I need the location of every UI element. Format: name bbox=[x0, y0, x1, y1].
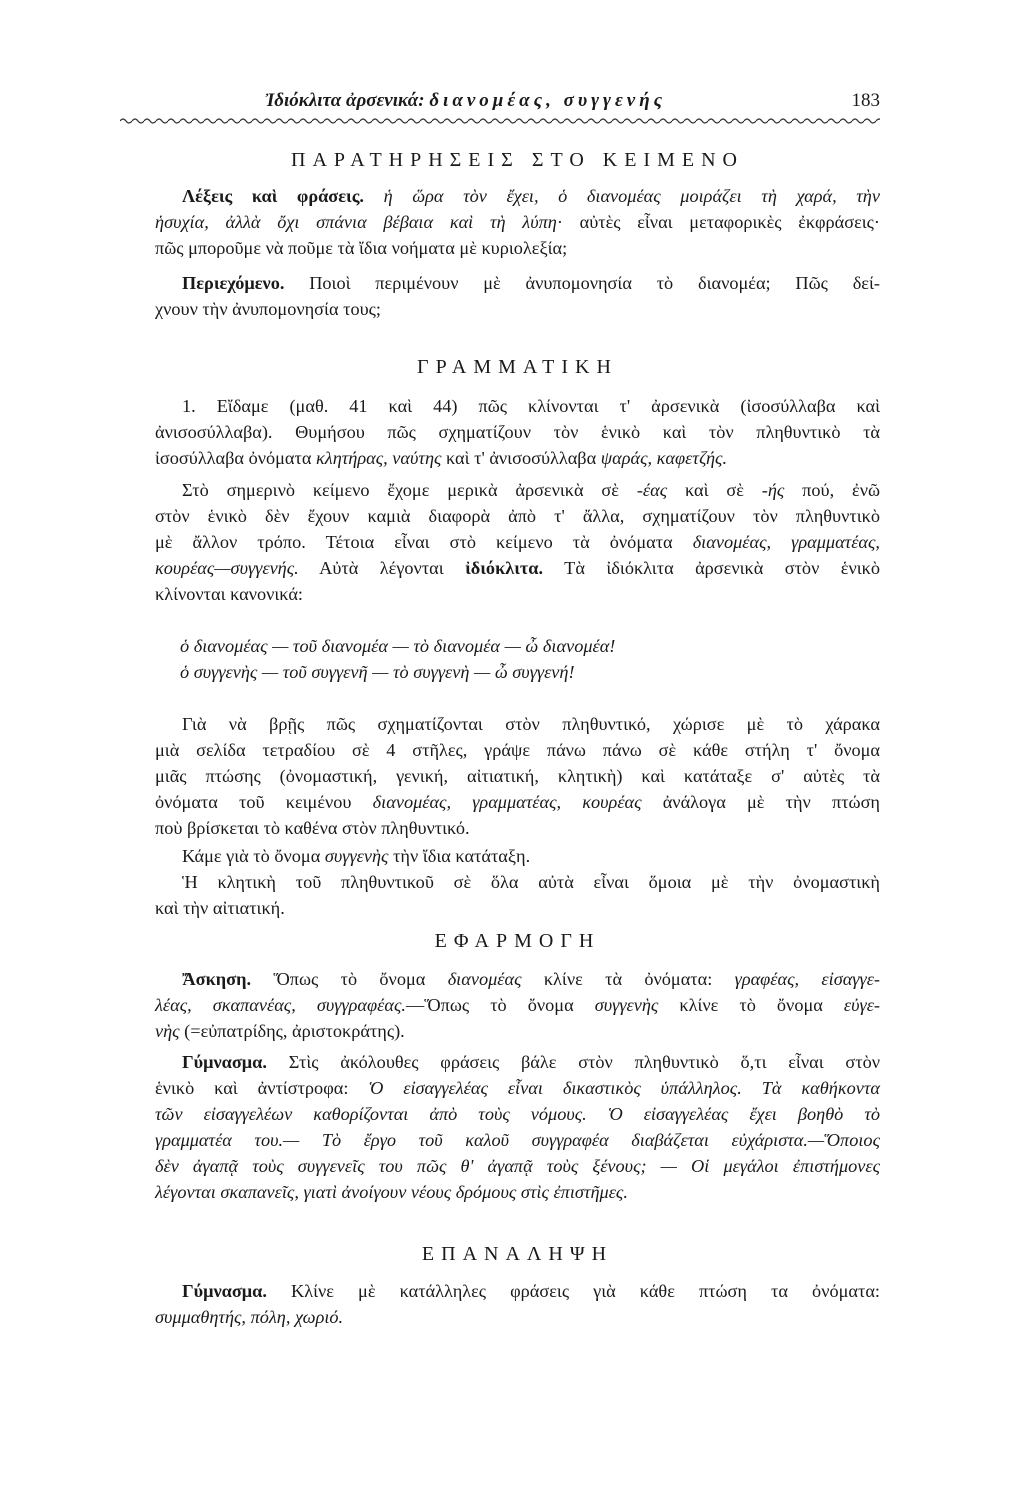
italic-run: ὁ συγγενὴς — τοῦ συγγενῆ — τὸ συγγενὴ — ὦ συγγενή! bbox=[180, 662, 575, 682]
text-line bbox=[155, 1180, 880, 1204]
text-line bbox=[182, 967, 880, 991]
italic-run: ἡσυχία, ἀλλὰ ὄχι σπάνια βέβαια καὶ τὴ λύπη bbox=[155, 212, 557, 232]
text-line bbox=[155, 420, 880, 444]
italic-run: διανομέας, γραμματέας, bbox=[692, 532, 880, 552]
text-line bbox=[182, 478, 880, 502]
text-line bbox=[155, 236, 880, 260]
text-run: τὴν ἴδια κατάταξη. bbox=[388, 846, 531, 866]
text-run: Ἡ κλητικὴ τοῦ πληθυντικοῦ σὲ ὅλα αὐτὰ εἶναι ὅμοια μὲ τὴν ὀνομαστικὴ bbox=[182, 872, 880, 892]
italic-run: ὁ διανομέας — τοῦ διανομέα — τὸ διανομέα — ὦ διανομέα! bbox=[180, 636, 616, 656]
text-line bbox=[155, 446, 880, 470]
text-run: ἀνάλογα μὲ τὴν πτώση bbox=[641, 792, 880, 812]
text-line bbox=[182, 1050, 880, 1074]
italic-run: διανομέας bbox=[447, 969, 522, 989]
italic-run: ἡ ὥρα τὸν ἔχει, ὁ διανομέας μοιράζει τὴ χαρά, τὴν bbox=[364, 186, 880, 206]
text-line bbox=[155, 530, 880, 554]
italic-run: γραφέας, εἰσαγγε- bbox=[734, 969, 881, 989]
running-title-words: διανομέας, συγγενής bbox=[429, 90, 667, 111]
section-heading bbox=[155, 929, 880, 953]
text-line bbox=[155, 504, 880, 528]
italic-run: τῶν εἰσαγγελέων καθορίζονται ἀπὸ τοὺς νόμους. Ὁ εἰσαγγελέας ἔχει βοηθὸ τὸ bbox=[155, 1104, 880, 1124]
italic-run: διανομέας, γραμματέας, κουρέας bbox=[372, 792, 642, 812]
text-run: καὶ τ' ἀνισοσύλλαβα bbox=[441, 448, 601, 468]
text-run: καὶ σὲ bbox=[667, 480, 762, 500]
running-title-prefix: Ἰδιόκλιτα ἀρσενικά: bbox=[265, 90, 430, 111]
text-line bbox=[155, 1128, 880, 1152]
text-run: ποὺ βρίσκεται τὸ καθένα στὸν πληθυντικό. bbox=[155, 818, 470, 838]
italic-run: ψαράς, καφετζής. bbox=[600, 448, 728, 468]
text-run: μιᾶς πτώσης (ὀνομαστική, γενική, αἰτιατική, κλητικὴ) καὶ κατάταξε σ' αὐτὲς τὰ bbox=[155, 766, 880, 786]
text-run: · αὐτὲς εἶναι μεταφορικὲς ἐκφράσεις· bbox=[556, 212, 881, 232]
bold-run: Περιεχόμενο. bbox=[182, 273, 285, 293]
italic-run: γραμματέα του.— Τὸ ἔργο τοῦ καλοῦ συγγραφέα διαβάζεται εὐχάριστα.—Ὅποιος bbox=[155, 1130, 880, 1150]
bold-run: Ἄσκηση. bbox=[182, 969, 252, 989]
italic-run: εὐγε- bbox=[843, 995, 880, 1015]
bold-run: Λέξεις καὶ φράσεις. bbox=[182, 186, 365, 206]
wavy-rule bbox=[120, 116, 880, 126]
italic-run: Ὁ εἰσαγγελέας εἶναι δικαστικὸς ὑπάλληλος. Τὰ καθήκοντα bbox=[368, 1078, 880, 1098]
page-number: 183 bbox=[851, 90, 880, 111]
text-run: Γιὰ νὰ βρῇς πῶς σχηματίζονται στὸν πληθυντικό, χώρισε μὲ τὸ χάρακα bbox=[182, 714, 880, 734]
text-run: ΓΡΑΜΜΑΤΙΚΗ bbox=[417, 356, 618, 378]
text-line bbox=[155, 556, 880, 580]
text-run: Αὐτὰ λέγονται bbox=[298, 558, 466, 578]
text-run: —Ὅπως τὸ ὄνομα bbox=[405, 995, 595, 1015]
bold-run: Γύμνασμα. bbox=[182, 1052, 267, 1072]
text-line bbox=[155, 210, 880, 234]
text-line bbox=[155, 896, 880, 920]
text-run: ΕΠΑΝΑΛΗΨΗ bbox=[421, 1243, 614, 1265]
text-line bbox=[155, 738, 880, 762]
text-run: καὶ τὴν αἰτιατική. bbox=[155, 898, 285, 918]
italic-run: συγγενὴς bbox=[324, 846, 389, 866]
text-line bbox=[182, 844, 880, 868]
text-run: στὸν ἑνικὸ δὲν ἔχουν καμιὰ διαφορὰ ἀπὸ τ' ἄλλα, σχηματίζουν τὸν πληθυντικὸ bbox=[155, 506, 880, 526]
text-line bbox=[155, 1102, 880, 1126]
italic-run: κλητήρας, ναύτης bbox=[316, 448, 442, 468]
text-line bbox=[182, 1279, 880, 1303]
running-title bbox=[265, 90, 666, 112]
text-line bbox=[155, 1305, 880, 1329]
text-line bbox=[155, 1019, 880, 1043]
bold-run: Γύμνασμα. bbox=[182, 1281, 267, 1301]
text-run: κλίνε τὰ ὀνόματα: bbox=[521, 969, 735, 989]
text-run: πού, ἐνῶ bbox=[784, 480, 880, 500]
italic-run: συμμαθητής, πόλη, χωριό. bbox=[155, 1307, 344, 1327]
text-line bbox=[182, 271, 880, 295]
text-line bbox=[155, 1076, 880, 1100]
text-run: κλίνε τὸ ὄνομα bbox=[658, 995, 844, 1015]
text-run: ἀνισοσύλλαβα). Θυμήσου πῶς σχηματίζουν τὸν ἑνικὸ καὶ τὸν πληθυντικὸ τὰ bbox=[155, 422, 880, 442]
text-line bbox=[155, 993, 880, 1017]
text-run: χνουν τὴν ἀνυπομονησία τους; bbox=[155, 299, 381, 319]
text-line bbox=[182, 712, 880, 736]
text-line bbox=[182, 870, 880, 894]
section-heading bbox=[155, 1242, 880, 1266]
text-line bbox=[182, 394, 880, 418]
text-line bbox=[180, 634, 878, 658]
running-header bbox=[155, 90, 880, 116]
text-run: μιὰ σελίδα τετραδίου σὲ 4 στῆλες, γράψε πάνω πάνω σὲ κάθε στήλη τ' ὄνομα bbox=[155, 740, 880, 760]
text-line bbox=[155, 764, 880, 788]
text-run: ἑνικὸ καὶ ἀντίστροφα: bbox=[155, 1078, 369, 1098]
text-run: ἰσοσύλλαβα ὀνόματα bbox=[155, 448, 316, 468]
italic-run: -έας bbox=[636, 480, 668, 500]
text-run: Τὰ ἰδιόκλιτα ἀρσενικὰ στὸν ἑνικὸ bbox=[543, 558, 880, 578]
text-line bbox=[180, 660, 878, 684]
text-run: ὀνόματα τοῦ κειμένου bbox=[155, 792, 373, 812]
text-run: (=εὐπατρίδης, ἀριστοκράτης). bbox=[179, 1021, 405, 1041]
text-line bbox=[155, 790, 880, 814]
bold-run: ἰδιόκλιτα. bbox=[465, 558, 544, 578]
text-run: Ὅπως τὸ ὄνομα bbox=[251, 969, 448, 989]
text-run: Κάμε γιὰ τὸ ὄνομα bbox=[182, 846, 325, 866]
text-run: μὲ ἄλλον τρόπο. Τέτοια εἶναι στὸ κείμενο τὰ ὀνόματα bbox=[155, 532, 693, 552]
italic-run: -ής bbox=[761, 480, 785, 500]
italic-run: κουρέας—συγγενής. bbox=[155, 558, 299, 578]
italic-run: λέας, σκαπανέας, συγγραφέας. bbox=[155, 995, 406, 1015]
text-run: Στὶς ἀκόλουθες φράσεις βάλε στὸν πληθυντικὸ ὅ,τι εἶναι στὸν bbox=[266, 1052, 880, 1072]
text-run: 1. Εἴδαμε (μαθ. 41 καὶ 44) πῶς κλίνονται τ' ἀρσενικὰ (ἰσοσύλλαβα καὶ bbox=[182, 396, 880, 416]
italic-run: λέγονται σκαπανεῖς, γιατὶ ἀνοίγουν νέους δρόμους στὶς ἐπιστῆμες. bbox=[155, 1182, 628, 1202]
text-line bbox=[155, 816, 880, 840]
section-heading bbox=[155, 148, 880, 172]
section-heading bbox=[155, 355, 880, 379]
italic-run: δὲν ἀγαπᾷ τοὺς συγγενεῖς του πῶς θ' ἀγαπᾷ τοὺς ξένους; — Οἱ μεγάλοι ἐπιστήμονες bbox=[155, 1156, 880, 1176]
text-run: πῶς μποροῦμε νὰ ποῦμε τὰ ἴδια νοήματα μὲ κυριολεξία; bbox=[155, 238, 568, 258]
text-line bbox=[155, 1154, 880, 1178]
text-run: κλίνονται κανονικά: bbox=[155, 584, 304, 604]
italic-run: νὴς bbox=[155, 1021, 180, 1041]
text-run: ΕΦΑΡΜΟΓΗ bbox=[434, 930, 601, 952]
text-line bbox=[155, 582, 880, 606]
text-line bbox=[182, 184, 880, 208]
text-run: Κλίνε μὲ κατάλληλες φράσεις γιὰ κάθε πτώση τα ὀνόματα: bbox=[266, 1281, 880, 1301]
text-run: ΠΑΡΑΤΗΡΗΣΕΙΣ ΣΤΟ ΚΕΙΜΕΝΟ bbox=[291, 149, 744, 171]
italic-run: συγγενὴς bbox=[594, 995, 659, 1015]
text-line bbox=[155, 297, 880, 321]
text-run: Ποιοὶ περιμένουν μὲ ἀνυπομονησία τὸ διανομέα; Πῶς δεί- bbox=[284, 273, 880, 293]
text-run: Στὸ σημερινὸ κείμενο ἔχομε μερικὰ ἀρσενικὰ σὲ bbox=[182, 480, 637, 500]
